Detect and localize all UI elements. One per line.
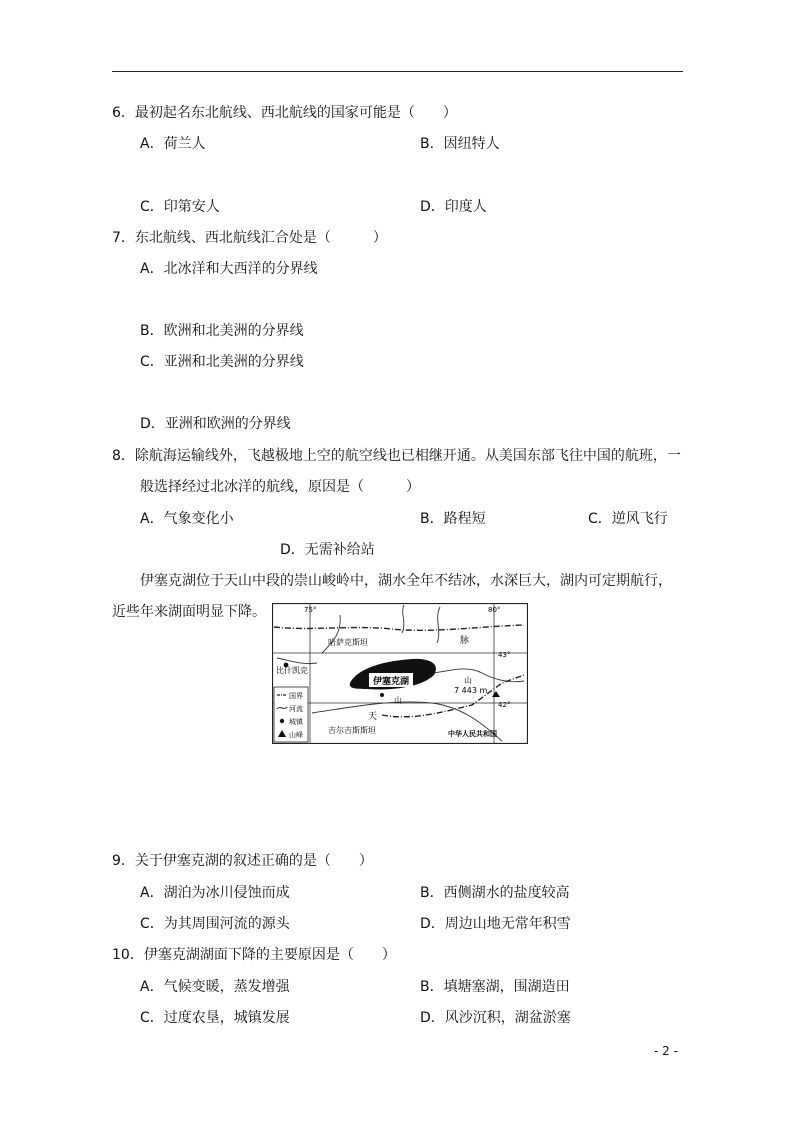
label-china: 中华人民共和国: [448, 730, 497, 738]
label-bishkek: 比什凯克: [276, 666, 308, 675]
q7-option-b: B．欧洲和北美洲的分界线: [140, 323, 304, 339]
q6-option-a: A．荷兰人: [140, 136, 206, 152]
legend-city-symbol: [280, 719, 284, 723]
q8-option-d: D．无需补给站: [280, 542, 375, 558]
q8-stem-line1: 8．除航海运输线外，飞越极地上空的航空线也已相继开通。从美国东部飞往中国的航班，一: [112, 448, 681, 464]
q9-stem: 9．关于伊塞克湖的叙述正确的是（ ）: [112, 853, 373, 869]
q10-stem: 10．伊塞克湖湖面下降的主要原因是（ ）: [112, 947, 396, 963]
legend-city-label: 城镇: [289, 718, 303, 726]
q10-option-b: B．填塘塞湖，围湖造田: [420, 979, 570, 995]
passage-line1: 伊塞克湖位于天山中段的崇山峻岭中，湖水全年不结冰，水深巨大，湖内可定期航行，: [140, 573, 672, 589]
label-shan: 山: [394, 696, 402, 705]
legend-peak-label: 山峰: [289, 731, 303, 739]
page-number: - 2 -: [654, 1044, 678, 1058]
label-kazakhstan: 哈萨克斯坦: [328, 638, 368, 647]
q10-option-a: A．气候变暖，蒸发增强: [140, 979, 290, 995]
lon-80-label: 80°: [488, 606, 501, 614]
q8-option-b: B．路程短: [420, 511, 486, 527]
q9-option-d: D．周边山地无常年积雪: [420, 916, 571, 932]
issyk-kul-map: [272, 603, 528, 744]
label-shan2: 山: [464, 676, 472, 685]
legend-river-label: 河流: [289, 705, 303, 713]
q7-option-a: A．北冰洋和大西洋的分界线: [140, 261, 318, 277]
q6-option-c: C．印第安人: [140, 199, 220, 215]
q9-option-c: C．为其周围河流的源头: [140, 916, 290, 932]
q7-stem: 7．东北航线、西北航线汇合处是（ ）: [112, 230, 387, 246]
q7-option-d: D．亚洲和欧洲的分界线: [140, 416, 291, 432]
city-marker: [380, 693, 384, 697]
map-legend: [274, 687, 308, 742]
q9-option-a: A．湖泊为冰川侵蚀而成: [140, 885, 290, 901]
q6-option-b: B．因纽特人: [420, 136, 500, 152]
label-mai: 脉: [460, 636, 470, 646]
legend-border-label: 国界: [289, 692, 303, 700]
passage-line2: 近些年来湖面明显下降。: [112, 604, 266, 620]
q8-option-a: A．气象变化小: [140, 511, 234, 527]
q6-option-d: D．印度人: [420, 199, 487, 215]
q6-stem: 6．最初起名东北航线、西北航线的国家可能是（ ）: [112, 105, 457, 121]
lat-43-label: 43°: [498, 651, 511, 659]
q7-option-c: C．亚洲和北美洲的分界线: [140, 354, 304, 370]
q8-option-c: C．逆风飞行: [588, 511, 668, 527]
lake-label: 伊塞克湖: [372, 677, 410, 687]
label-peak-height: 7 443 m: [454, 686, 488, 695]
header-rule: [112, 71, 683, 72]
q8-stem-line2: 般选择经过北冰洋的航线，原因是（ ）: [140, 479, 420, 495]
label-tian: 天: [368, 712, 378, 722]
label-kyrgyzstan: 吉尔吉斯斯坦: [328, 726, 376, 735]
lat-42-label: 42°: [498, 701, 511, 709]
q10-option-c: C．过度农垦，城镇发展: [140, 1010, 290, 1026]
q9-option-b: B．西侧湖水的盐度较高: [420, 885, 570, 901]
lon-75-label: 75°: [304, 606, 317, 614]
q10-option-d: D．风沙沉积，湖盆淤塞: [420, 1010, 571, 1026]
